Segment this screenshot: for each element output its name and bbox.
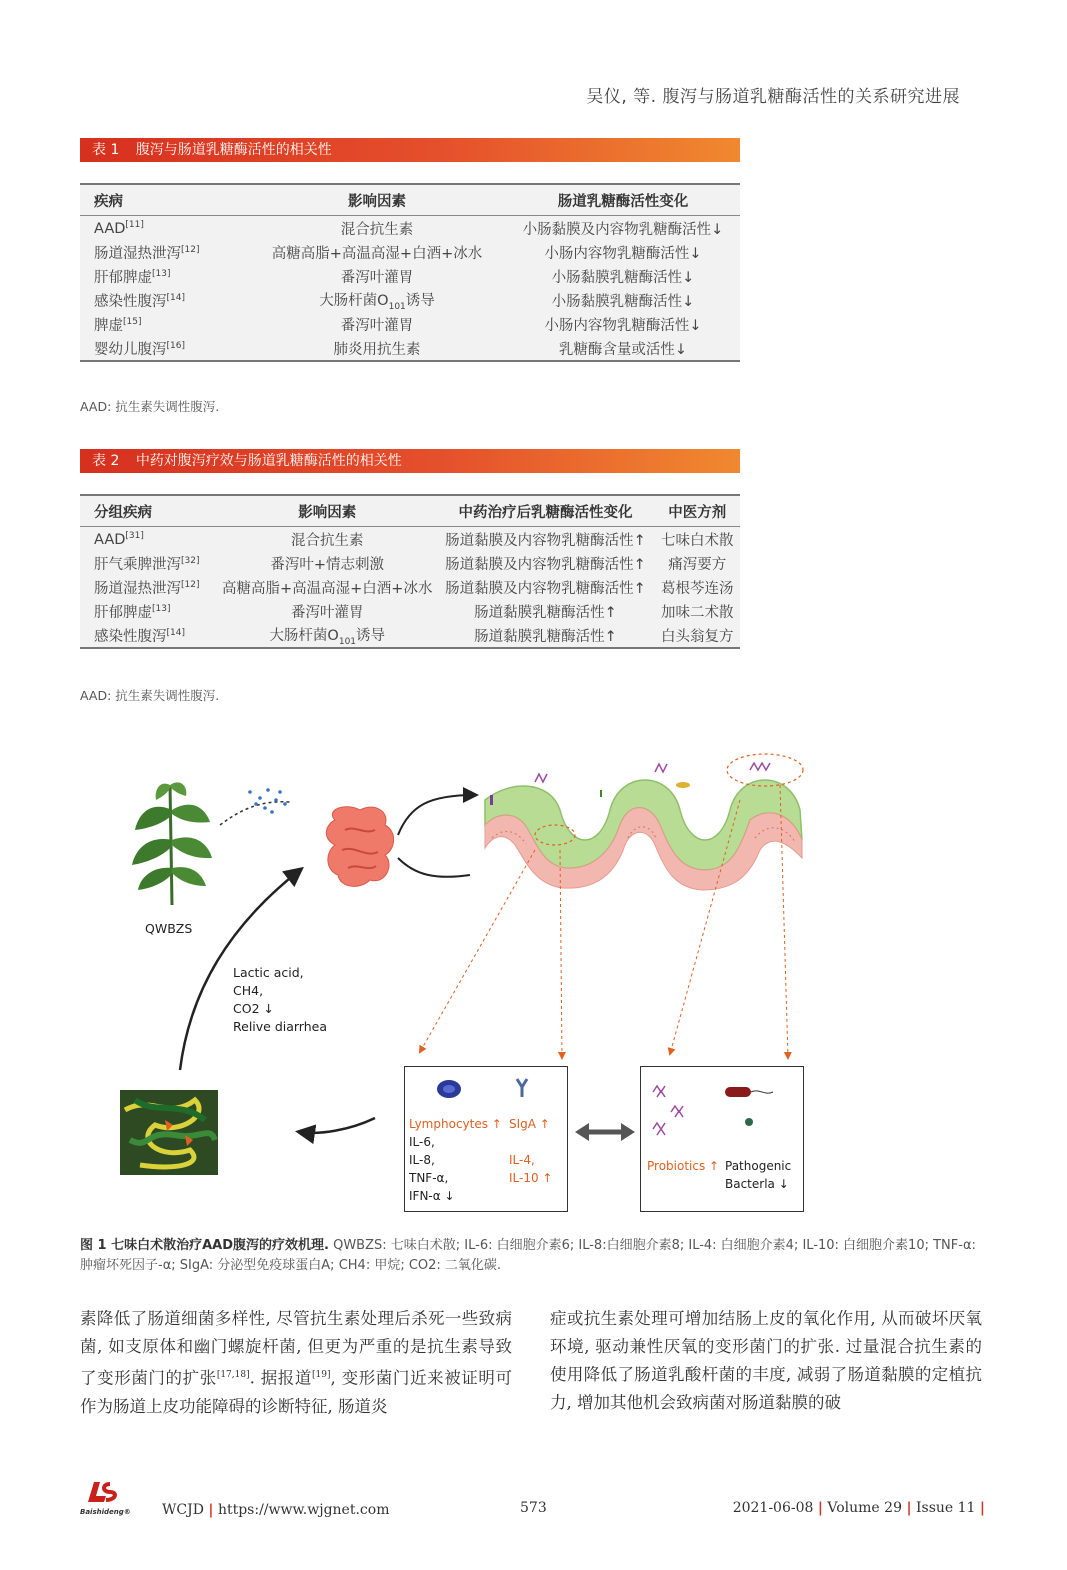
body-text: 素降低了肠道细菌多样性, 尽管抗生素处理后杀死一些致病菌, 如支原体和幽门螺旋杆菌, 但更为严重的是抗生素导致了变形菌门的扩张 xyxy=(80,1309,512,1388)
disease-name: AAD xyxy=(94,220,126,237)
table-row xyxy=(80,623,740,648)
journal-url[interactable]: https://www.wjgnet.com xyxy=(217,1502,390,1518)
disease-name: 肝郁脾虚 xyxy=(94,269,152,286)
pathogenic-bacteria-icon xyxy=(725,1087,751,1097)
disease-name: 肠道湿热泄泻 xyxy=(94,580,181,597)
formula-cell: 加味二术散 xyxy=(660,604,734,621)
disease-cell xyxy=(80,336,248,361)
disease-cell xyxy=(80,527,218,552)
citation-ref: [14] xyxy=(166,627,185,638)
citation-ref: [31] xyxy=(125,530,144,541)
disease-cell xyxy=(80,240,248,264)
change-cell: 小肠黏膜乳糖酶活性↓ xyxy=(551,269,695,286)
cytokine-up: IL-4, xyxy=(509,1153,535,1167)
factor-cell: 混合抗生素 xyxy=(340,221,414,238)
table2-header-change: 中药治疗后乳糖酶活性变化 xyxy=(436,495,654,527)
bracket-line xyxy=(398,858,470,877)
cytokine-down: TNF-α, xyxy=(409,1171,449,1185)
table-row xyxy=(80,288,740,312)
running-head: 吴仪, 等. 腹泻与肠道乳糖酶活性的关系研究进展 xyxy=(586,87,960,107)
metabolite-line: Relive diarrhea xyxy=(233,1019,328,1034)
factor-cell: 番泻叶+情志刺激 xyxy=(270,556,385,573)
factor-cell xyxy=(218,623,436,648)
herb-plant-icon xyxy=(132,782,212,905)
figure-caption xyxy=(80,1236,980,1276)
citation-ref: [12] xyxy=(181,244,200,255)
figure-1 xyxy=(80,740,980,1230)
factor-subscript: 101 xyxy=(338,636,357,647)
probiotics-icon xyxy=(653,1086,683,1135)
disease-cell xyxy=(80,599,218,623)
citation-ref: [16] xyxy=(166,340,185,351)
disease-cell xyxy=(80,623,218,648)
body-text: . 据报道 xyxy=(249,1368,313,1388)
formula-cell: 葛根芩连汤 xyxy=(660,580,734,597)
intestinal-villi-icon xyxy=(485,754,803,890)
formula-cell: 七味白术散 xyxy=(660,532,734,549)
disease-cell xyxy=(80,575,218,599)
disease-name: 肝气乘脾泄泻 xyxy=(94,556,181,573)
table1-header-factor: 影响因素 xyxy=(248,184,506,216)
table2-label: 表 2 xyxy=(92,453,120,469)
citation-ref: [15] xyxy=(123,316,142,327)
pathogenic-label: Bacterla ↓ xyxy=(725,1177,789,1191)
body-right-column: 症或抗生素处理可增加结肠上皮的氧化作用, 从而破坏厌氧环境, 驱动兼性厌氧的变形菌门的扩张. 过量混合抗生素的使用降低了肠道乳酸杆菌的丰度, 减弱了肠道黏膜的定植抗力, 增加其他机会致病菌对肠道黏膜的破 xyxy=(550,1309,982,1412)
table1-title-bar xyxy=(80,138,740,162)
change-cell: 小肠黏膜及内容物乳糖酶活性↓ xyxy=(522,221,724,238)
microbes-box xyxy=(640,1066,804,1212)
disease-cell xyxy=(80,312,248,336)
microbe-icons xyxy=(641,1067,801,1147)
metabolite-line: CH4, xyxy=(233,983,264,998)
factor-cell: 番泻叶灌胃 xyxy=(340,317,414,334)
lymphocytes-label: Lymphocytes ↑ xyxy=(409,1117,502,1131)
citation-ref: [11] xyxy=(125,219,144,230)
cytokine-down: IL-6, xyxy=(409,1135,435,1149)
table-row xyxy=(80,527,740,552)
formula-cell: 白头翁复方 xyxy=(660,628,734,645)
arrow-to-lactase xyxy=(300,1118,375,1133)
table2-header-row xyxy=(80,495,740,527)
factor-text: 诱导 xyxy=(405,292,435,309)
disease-name: 肠道湿热泄泻 xyxy=(94,245,181,262)
qwbzs-label: QWBZS xyxy=(145,921,193,936)
citation-ref: [14] xyxy=(166,292,185,303)
table1-title: 腹泻与肠道乳糖酶活性的相关性 xyxy=(135,142,332,158)
volume: Volume 29 xyxy=(827,1500,902,1516)
change-cell: 小肠内容物乳糖酶活性↓ xyxy=(544,245,702,262)
factor-subscript: 101 xyxy=(388,301,406,312)
double-arrow-icon xyxy=(575,1123,635,1141)
citation-ref: [13] xyxy=(152,268,171,279)
disease-name: AAD xyxy=(94,531,126,548)
table2-title-bar xyxy=(80,449,740,473)
factor-cell: 混合抗生素 xyxy=(290,532,364,549)
change-cell: 小肠黏膜乳糖酶活性↓ xyxy=(551,293,695,310)
body-text: , 变形菌门近来被证明可作为肠道上皮功能障碍的诊断特征, 肠道炎 xyxy=(80,1368,512,1416)
table2-title: 中药对腹泻疗效与肠道乳糖酶活性的相关性 xyxy=(135,453,402,469)
cytokine-up: IL-10 ↑ xyxy=(509,1171,553,1185)
table-row xyxy=(80,216,740,241)
factor-cell: 番泻叶灌胃 xyxy=(340,269,414,286)
table2-header-factor: 影响因素 xyxy=(218,495,436,527)
table2-header-disease: 分组疾病 xyxy=(80,495,218,527)
table-row xyxy=(80,575,740,599)
change-cell: 乳糖酶含量或活性↓ xyxy=(558,341,688,358)
disease-name: 婴幼儿腹泻 xyxy=(94,341,167,358)
table1-label: 表 1 xyxy=(92,142,120,158)
table2-header-formula: 中医方剂 xyxy=(654,495,740,527)
arrow-to-villi xyxy=(398,795,475,835)
table1 xyxy=(80,183,740,362)
body-left-column xyxy=(80,1305,512,1421)
intestine-icon xyxy=(326,807,393,887)
publisher-logo xyxy=(80,1480,140,1516)
table1-note: AAD: 抗生素失调性腹泻. xyxy=(80,399,220,414)
issue: Issue 11 xyxy=(915,1500,976,1516)
factor-cell: 肺炎用抗生素 xyxy=(333,341,421,358)
disease-name: 脾虚 xyxy=(94,317,123,334)
immune-box xyxy=(404,1066,568,1212)
disease-name: 肝郁脾虚 xyxy=(94,604,152,621)
pub-date: 2021-06-08 xyxy=(732,1500,814,1516)
metabolites-block xyxy=(233,964,327,1036)
change-cell: 肠道黏膜及内容物乳糖酶活性↑ xyxy=(445,556,646,573)
disease-cell xyxy=(80,288,248,312)
table2 xyxy=(80,494,740,649)
disease-cell xyxy=(80,264,248,288)
table1-header-row xyxy=(80,184,740,216)
pathogenic-label: Pathogenic xyxy=(725,1159,792,1173)
table1-header-change: 肠道乳糖酶活性变化 xyxy=(506,184,740,216)
table-row xyxy=(80,264,740,288)
table-row xyxy=(80,336,740,361)
probiotics-label: Probiotics ↑ xyxy=(647,1159,720,1173)
citation-ref: [12] xyxy=(181,579,200,590)
citation-ref: [19] xyxy=(312,1370,331,1380)
antibody-icon xyxy=(517,1079,527,1097)
table-row xyxy=(80,551,740,575)
disease-cell xyxy=(80,216,248,241)
metabolite-line: CO2 ↓ xyxy=(233,1001,274,1016)
table-row xyxy=(80,599,740,623)
change-cell: 小肠内容物乳糖酶活性↓ xyxy=(544,317,702,334)
factor-cell: 高糖高脂+高温高湿+白酒+冰水 xyxy=(271,245,483,262)
citation-ref: [32] xyxy=(181,555,200,566)
factor-cell: 高糖高脂+高温高湿+白酒+冰水 xyxy=(222,580,433,597)
logo-text: Baishideng® xyxy=(80,1508,131,1516)
factor-text: 大肠杆菌O xyxy=(269,627,339,644)
cytokine-down: IFN-α ↓ xyxy=(409,1189,455,1203)
table2-note: AAD: 抗生素失调性腹泻. xyxy=(80,688,220,703)
disease-name: 感染性腹泻 xyxy=(94,293,167,310)
cytokine-down: IL-8, xyxy=(409,1153,435,1167)
change-cell: 肠道黏膜乳糖酶活性↑ xyxy=(474,628,617,645)
siga-label: SIgA ↑ xyxy=(509,1117,550,1131)
figure-caption-text: QWBZS: 七味白术散; IL-6: 白细胞介素6; IL-8:白细胞介素8; IL-4: 白细胞介素4; IL-10: 白细胞介素10; TNF-α: 肿瘤坏死因子-α; SIgA: 分泌型免疫球蛋白A; CH4: 甲烷; CO2: 二氧化碳. xyxy=(80,1238,976,1273)
factor-text: 大肠杆菌O xyxy=(319,292,389,309)
table1-header-disease: 疾病 xyxy=(80,184,248,216)
change-cell: 肠道黏膜乳糖酶活性↑ xyxy=(474,604,617,621)
figure-caption-title: 图 1 七味白术散治疗AAD腹泻的疗效机理. xyxy=(80,1238,329,1253)
factor-text: 诱导 xyxy=(356,627,386,644)
compound-dots-icon xyxy=(220,788,290,825)
formula-cell: 痛泻要方 xyxy=(668,556,727,573)
metabolite-line: Lactic acid, xyxy=(233,965,304,980)
factor-cell: 番泻叶灌胃 xyxy=(290,604,364,621)
factor-cell xyxy=(248,288,506,312)
table-row xyxy=(80,240,740,264)
lactase-protein-icon xyxy=(120,1090,218,1175)
baishideng-logo-icon xyxy=(80,1480,130,1504)
disease-cell xyxy=(80,551,218,575)
footer: Baishideng® WCJD | https://www.wjgnet.com 573 2021-06-08 | Volume 29 | Issue 11 | xyxy=(80,1480,985,1520)
journal-name: WCJD xyxy=(162,1502,204,1518)
change-cell: 肠道黏膜及内容物乳糖酶活性↑ xyxy=(445,532,646,549)
page-number: 573 xyxy=(520,1500,547,1516)
citation-ref: [17,18] xyxy=(216,1370,250,1380)
citation-ref: [13] xyxy=(152,603,171,614)
disease-name: 感染性腹泻 xyxy=(94,628,167,645)
table-row xyxy=(80,312,740,336)
change-cell: 肠道黏膜及内容物乳糖酶活性↑ xyxy=(445,580,646,597)
immune-icons xyxy=(405,1067,565,1107)
